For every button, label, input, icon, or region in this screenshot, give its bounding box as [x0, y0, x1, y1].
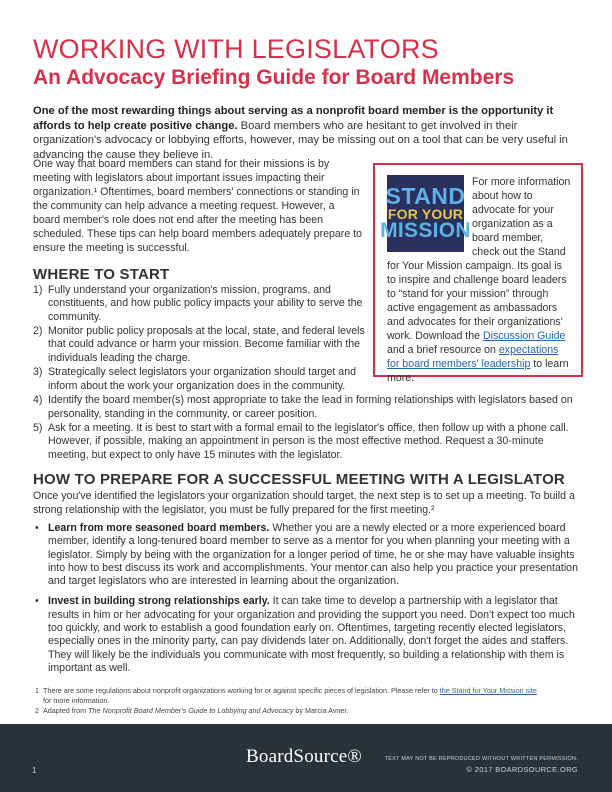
boardsource-logo: BoardSource® [246, 746, 363, 767]
prepare-intro: Once you've identified the legislators your organization should target, the next step is to set up a meeting. To build a strong relationship with the legislator, you must be fully prepared for the first meeting.² [33, 490, 575, 516]
list-item-text: Fully understand your organization's mission, programs, and constituents, and how public policy impacts your ability to serve the community. [48, 284, 363, 323]
expectations-link[interactable]: expectations for board members' leadership [387, 344, 559, 370]
rights-notice: TEXT MAY NOT BE REPRODUCED WITHOUT WRITTEN PERMISSION. [384, 756, 578, 762]
bullet-dot: • [35, 522, 39, 534]
intro-paragraph [33, 104, 583, 162]
list-item-text: Monitor public policy proposals at the local, state, and federal levels that could advance or harm your mission. Become familiar with the individuals leading the charge. [48, 325, 365, 364]
page-title: WORKING WITH LEGISLATORS [33, 34, 439, 64]
footnote-text-after: by Marcia Avner. [293, 706, 349, 715]
discussion-guide-link[interactable]: Discussion Guide [482, 330, 566, 342]
bullet-text: Whether you are a newly elected or a more experienced board member, identify a long-tenured board member to serve as a mentor for you when planning your meeting with a legislator. Simply by being with the organization for a longer period of time, he or she may have valuable insights into how to best discuss its work and accomplishments. Your mentor can also help you practice your presentation and target legislators who are interested in learning about the organization. [48, 522, 578, 588]
prepare-heading: HOW TO PREPARE FOR A SUCCESSFUL MEETING WITH A LEGISLATOR [33, 471, 565, 488]
copyright: © 2017 BOARDSOURCE.ORG [466, 765, 578, 774]
callout-text-between: and a brief resource on [387, 344, 499, 356]
list-item [33, 366, 368, 393]
stand-for-your-mission-logo [380, 175, 471, 252]
page-number: 1 [32, 766, 37, 775]
list-item-number: 2) [33, 325, 43, 338]
list-item [33, 522, 585, 588]
list-item-number: 5) [33, 422, 43, 435]
list-item-number: 4) [33, 394, 43, 407]
list-item [33, 394, 585, 421]
list-item [33, 595, 585, 675]
callout-text: For more information about how to advocate for your organization as a board member, check out the Stand for Your Mission campaign. Its goal is to inspire and challenge board leaders to “stand for your mission” through active engagement as ambassadors and advocates for their organizations' work. Download the [387, 176, 571, 342]
prepare-bullets [33, 522, 585, 682]
logo-line-1: STAND [385, 182, 466, 209]
footnotes [33, 686, 585, 716]
bullet-text: It can take time to develop a partnership with a legislator that results in him or her advocating for your organization and providing the support you need. Don't expect too much too quickly, and work to establish a good foundation early on. Oftentimes, targeting recently elected legislators, especially ones in the minority party, can pay dividends later on. Additionally, don't forget the aides and staffers. They will likely be the individuals you communicate with most frequently, so building a relationship with them is important as well. [48, 595, 575, 674]
stand-for-your-mission-site-link[interactable]: the Stand for Your Mission site [439, 686, 537, 695]
bullet-dot: • [35, 595, 39, 608]
where-to-start-heading: WHERE TO START [33, 266, 170, 283]
footnote-text: Adapted from [43, 706, 89, 715]
footnote-2 [33, 706, 585, 716]
list-item [33, 422, 585, 462]
list-item-text: Strategically select legislators your organization should target and inform about the work your organization does in the community. [48, 366, 356, 392]
footnote-text: There are some regulations about nonprofit organizations working for or against specific pieces of legislation. Please refer to [43, 686, 440, 695]
body-paragraph: One way that board members can stand for their missions is by meeting with legislators about important issues impacting their organization.¹ Oftentimes, board members' connections or standing in the community can help advance a meeting request. However, a board member's role does not end after the meeting has been scheduled. These tips can help board members adequately prepare to ensure the meeting is successful. [33, 158, 363, 254]
list-item-number: 3) [33, 366, 43, 379]
where-to-start-list [33, 284, 585, 463]
bullet-lead: Invest in building strong relationships early. [48, 595, 270, 608]
list-item [33, 325, 368, 365]
footnote-1 [33, 686, 585, 706]
intro-rest: Board members who are hesitant to get involved in their organization's advocacy or lobbying efforts, however, may be missing out on a tool that can be very useful in advancing the cause they believe in. [33, 119, 568, 161]
bullet-lead: Learn from more seasoned board members. [48, 522, 270, 534]
intro-bold: One of the most rewarding things about serving as a nonprofit board member is the opportunity it affords to help create positive change. [33, 105, 554, 132]
list-item-number: 1) [33, 284, 43, 296]
logo-line-3: MISSION [380, 219, 471, 243]
footer [0, 724, 612, 792]
footnote-text-after: for more information. [43, 696, 110, 705]
footnote-book-title: The Nonprofit Board Member's Guide to Lobbying and Advocacy [88, 706, 294, 715]
list-item-text: Identify the board member(s) most appropriate to take the lead in forming relationships with legislators based on personality, standing in the community, or career position. [48, 394, 573, 420]
callout-text-after: to learn more. [387, 358, 569, 384]
logo-line-2: FOR YOUR [387, 205, 464, 222]
list-item [33, 284, 368, 324]
footnote-number: 2 [35, 706, 39, 715]
list-item-text: Ask for a meeting. It is best to start with a formal email to the legislator's office, then follow up with a phone call. However, if possible, making an appointment in person is the most effective method. Request a 30-minute meeting, but expect to only have 15 minutes with the legislator. [48, 422, 569, 461]
page-subtitle: An Advocacy Briefing Guide for Board Members [33, 66, 515, 89]
footnote-number: 1 [35, 686, 39, 695]
